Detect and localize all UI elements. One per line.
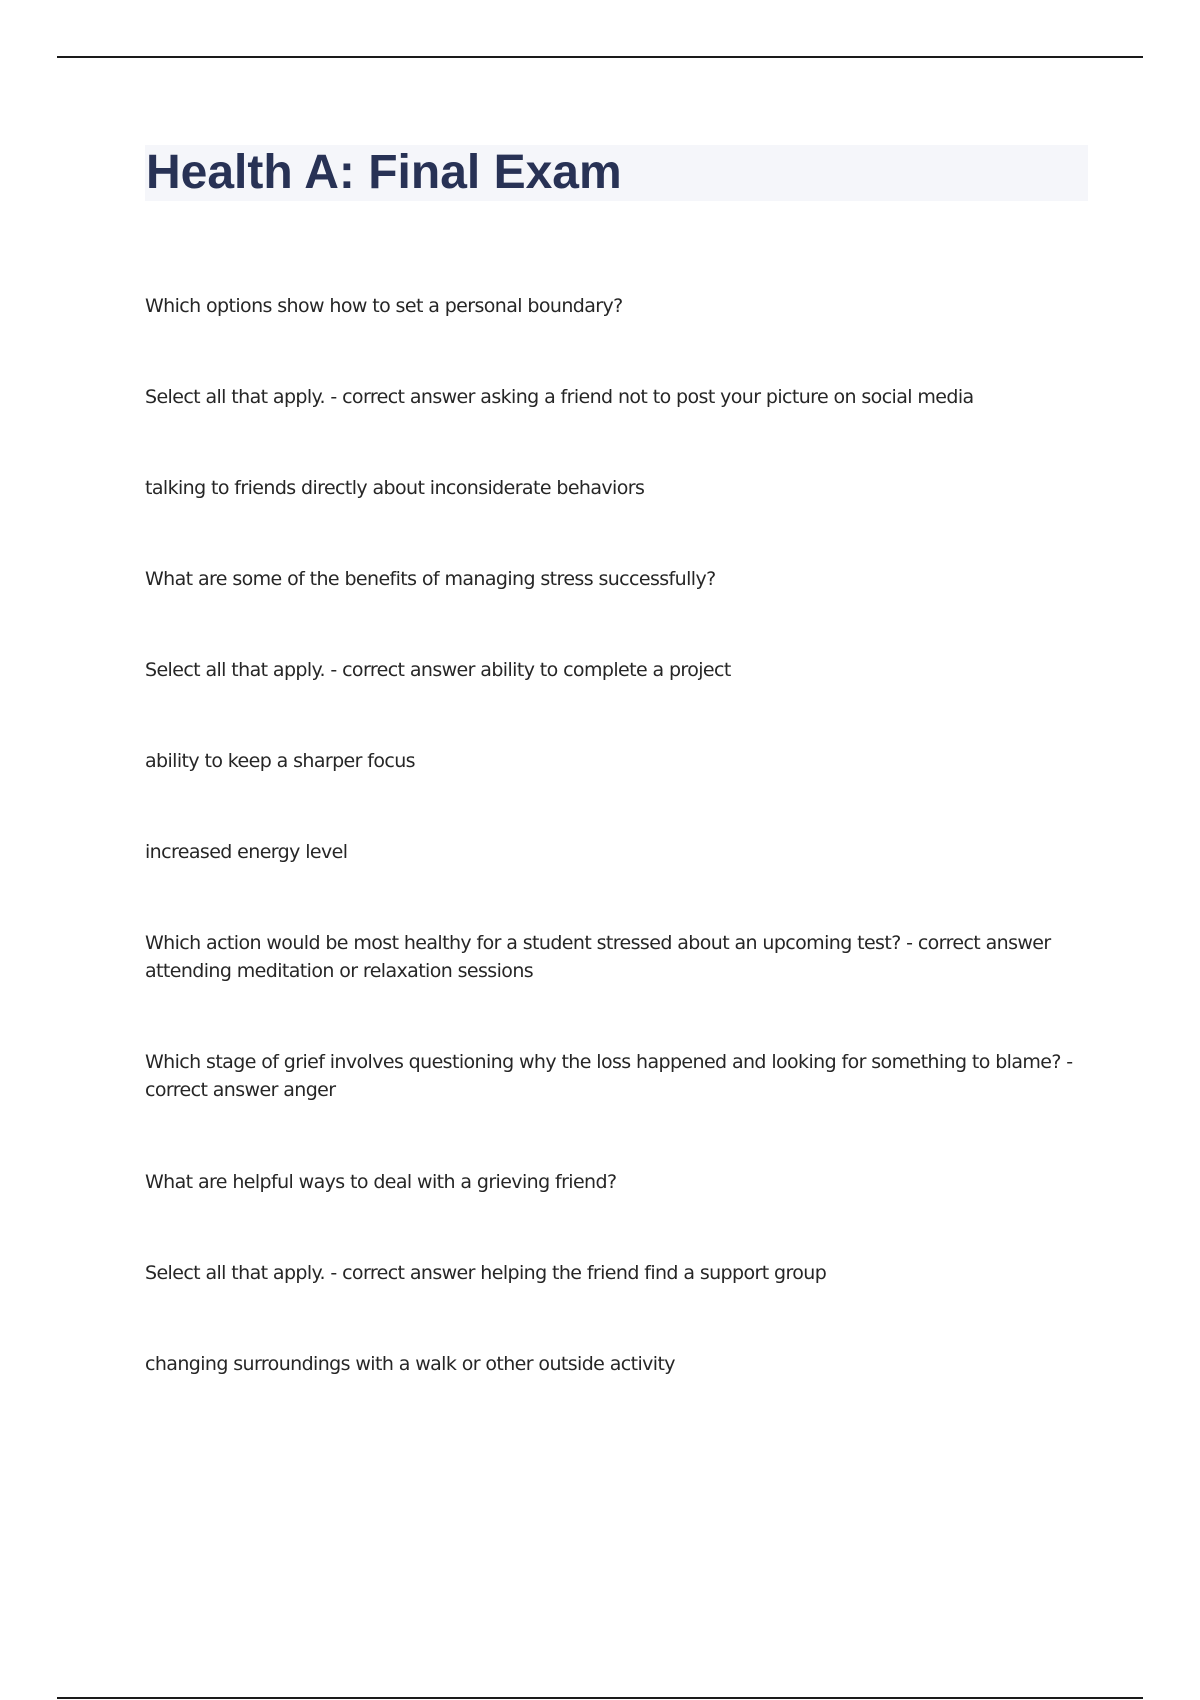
answer-stress-3: increased energy level [145, 841, 348, 863]
question-grieving-friend: What are helpful ways to deal with a grieving friend? [145, 1171, 617, 1193]
page-title: Health A: Final Exam [146, 146, 622, 199]
answer-boundary-1: Select all that apply. - correct answer asking a friend not to post your picture on social media [145, 386, 974, 408]
question-stress-benefits: What are some of the benefits of managing stress successfully? [145, 568, 716, 590]
answer-grieving-2: changing surroundings with a walk or other outside activity [145, 1353, 675, 1375]
answer-stress-2: ability to keep a sharper focus [145, 750, 415, 772]
question-grief-stage: Which stage of grief involves questioning why the loss happened and looking for something to blame? - correct answer anger [145, 1051, 1073, 1101]
answer-stress-1: Select all that apply. - correct answer ability to complete a project [145, 659, 731, 681]
bottom-divider [57, 1697, 1143, 1699]
question-personal-boundary: Which options show how to set a personal boundary? [145, 295, 623, 317]
top-divider [57, 56, 1143, 58]
answer-boundary-2: talking to friends directly about inconsiderate behaviors [145, 477, 645, 499]
question-test-stress: Which action would be most healthy for a student stressed about an upcoming test? - correct answer attending meditation or relaxation sessions [145, 932, 1051, 982]
answer-grieving-1: Select all that apply. - correct answer helping the friend find a support group [145, 1262, 827, 1284]
